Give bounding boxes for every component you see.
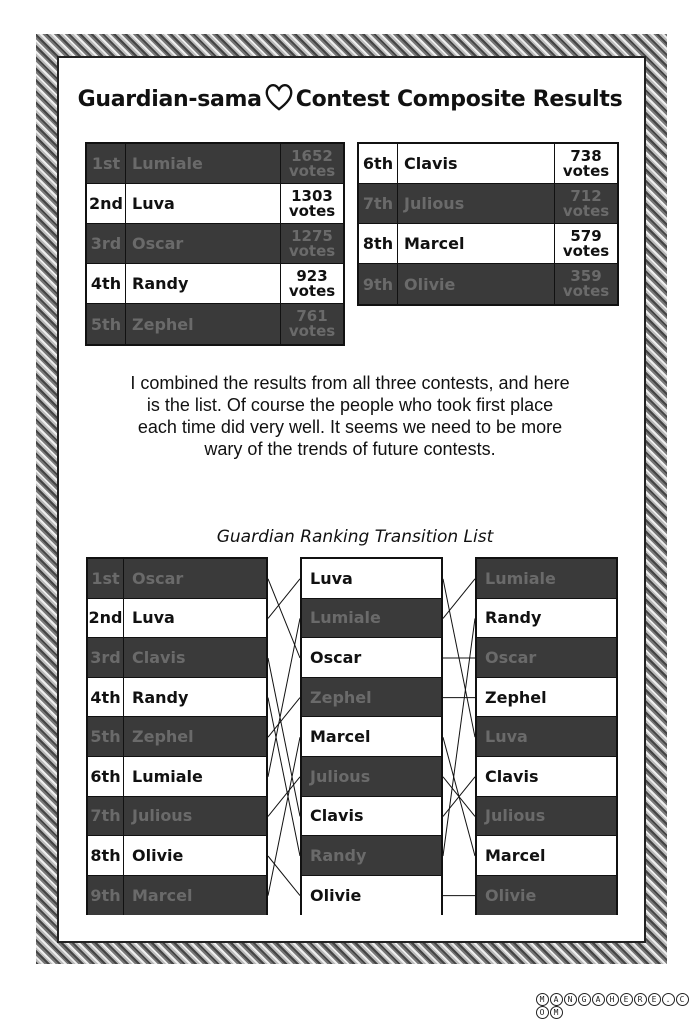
transition-cell: [477, 638, 616, 678]
transition-cell: [88, 876, 266, 916]
watermark: [536, 993, 700, 1019]
guardian-name: Olivie: [398, 264, 555, 304]
guardian-name: Marcel: [310, 727, 371, 747]
watermark-letter: R: [634, 993, 647, 1006]
guardian-name: Randy: [485, 608, 542, 628]
transition-cell: [477, 797, 616, 837]
guardian-name: Julious: [132, 806, 193, 826]
vote-number: 1652: [291, 146, 333, 165]
explanation-paragraph: I combined the results from all three contests, and here is the list. Of course the people who took first place each time did very well. It seems we need to be more wary of the trends of future contests.: [130, 373, 570, 459]
vote-unit: votes: [288, 161, 336, 180]
transition-cell: [302, 876, 441, 916]
watermark-letter: M: [550, 1006, 563, 1019]
rank-label: 9th: [88, 876, 124, 916]
watermark-letter: A: [592, 993, 605, 1006]
transition-cell: [477, 876, 616, 916]
rank-label: 9th: [359, 264, 398, 304]
transition-cell: [302, 559, 441, 599]
transition-cell: [88, 717, 266, 757]
guardian-name: Julious: [398, 184, 555, 223]
guardian-name: Olivie: [132, 845, 184, 865]
vote-number: 923: [296, 266, 328, 285]
guardian-name: Julious: [310, 766, 371, 786]
transition-cell: [88, 638, 266, 678]
rank-label: 4th: [87, 264, 126, 303]
guardian-name: Zephel: [132, 727, 194, 747]
rank-label: 1st: [88, 559, 124, 598]
transition-cell: [88, 678, 266, 718]
guardian-name: Luva: [126, 184, 281, 223]
rank-label: 1st: [87, 144, 126, 183]
connector-line: [268, 579, 300, 658]
watermark-letter: G: [578, 993, 591, 1006]
vote-number: 359: [570, 267, 602, 285]
title-left: Guardian-sama: [77, 87, 262, 112]
rank-label: 2nd: [88, 599, 124, 638]
vote-number: 712: [570, 186, 602, 205]
guardian-name: Randy: [132, 687, 189, 707]
transition-cell: [88, 599, 266, 639]
transition-cell: [477, 757, 616, 797]
transition-cell: [477, 599, 616, 639]
transition-cell: [88, 559, 266, 599]
rank-label: 8th: [359, 224, 398, 263]
connector-line: [268, 856, 300, 896]
transition-cell: [477, 717, 616, 757]
guardian-name: Clavis: [132, 647, 186, 667]
transition-cell: [88, 797, 266, 837]
transition-cell: [302, 797, 441, 837]
watermark-letter: .: [662, 993, 675, 1006]
guardian-name: Zephel: [310, 687, 372, 707]
vote-number: 738: [570, 146, 602, 165]
guardian-name: Randy: [126, 264, 281, 303]
transition-cell: [477, 559, 616, 599]
vote-unit: votes: [562, 282, 610, 300]
vote-number: 1303: [291, 186, 333, 205]
rank-label: 4th: [88, 678, 124, 717]
vote-unit: votes: [288, 201, 336, 220]
transition-title: Guardian Ranking Transition List: [216, 527, 494, 547]
connector-line: [268, 579, 300, 619]
guardian-name: Luva: [132, 608, 175, 628]
watermark-letter: A: [550, 993, 563, 1006]
vote-unit: votes: [288, 281, 336, 300]
connector-line: [268, 698, 300, 856]
guardian-name: Marcel: [132, 886, 193, 906]
vote-unit: votes: [562, 201, 610, 220]
guardian-name: Luva: [485, 727, 528, 747]
guardian-name: Lumiale: [126, 144, 281, 183]
vote-unit: votes: [288, 241, 336, 260]
transition-column-first: [86, 557, 268, 915]
rank-label: 2nd: [87, 184, 126, 223]
connector-line: [443, 579, 475, 619]
connector-line: [443, 618, 475, 856]
rank-label: 7th: [88, 797, 124, 836]
transition-cell: [302, 836, 441, 876]
vote-number: 579: [570, 226, 602, 245]
connector-line: [268, 777, 300, 817]
watermark-letter: H: [606, 993, 619, 1006]
guardian-name: Olivie: [310, 886, 362, 906]
guardian-name: Clavis: [398, 144, 555, 183]
guardian-name: Marcel: [398, 224, 555, 263]
watermark-letter: E: [648, 993, 661, 1006]
rank-label: 3rd: [87, 224, 126, 263]
guardian-name: Randy: [310, 845, 367, 865]
guardian-name: Lumiale: [310, 608, 381, 628]
transition-cell: [477, 836, 616, 876]
transition-column-second: [300, 557, 443, 915]
rank-label: 5th: [88, 717, 124, 756]
watermark-letter: M: [536, 993, 549, 1006]
watermark-letter: E: [620, 993, 633, 1006]
rank-label: 6th: [359, 144, 398, 183]
guardian-name: Lumiale: [132, 766, 203, 786]
vote-unit: votes: [288, 322, 336, 340]
guardian-name: Marcel: [485, 845, 546, 865]
vote-number: 1275: [291, 226, 333, 245]
guardian-name: Clavis: [485, 766, 539, 786]
guardian-name: Oscar: [310, 647, 362, 667]
title-right: Contest Composite Results: [295, 87, 623, 112]
transition-cell: [302, 717, 441, 757]
connector-line: [268, 618, 300, 776]
transition-cell: [88, 757, 266, 797]
guardian-name: Oscar: [132, 568, 184, 588]
guardian-name: Olivie: [485, 886, 537, 906]
transition-cell: [302, 757, 441, 797]
guardian-name: Lumiale: [485, 568, 556, 588]
vote-number: 761: [296, 307, 328, 325]
transition-cell: [302, 638, 441, 678]
transition-cell: [302, 678, 441, 718]
connector-line: [268, 737, 300, 895]
transition-cell: [88, 836, 266, 876]
watermark-letter: N: [564, 993, 577, 1006]
guardian-name: Oscar: [126, 224, 281, 263]
transition-cell: [477, 678, 616, 718]
guardian-name: Oscar: [485, 647, 537, 667]
guardian-name: Clavis: [310, 806, 364, 826]
guardian-name: Julious: [485, 806, 546, 826]
vote-unit: votes: [562, 161, 610, 180]
guardian-name: Luva: [310, 568, 353, 588]
guardian-name: Zephel: [485, 687, 547, 707]
watermark-letter: C: [676, 993, 689, 1006]
rank-label: 8th: [88, 836, 124, 875]
watermark-letter: O: [536, 1006, 549, 1019]
rank-label: 3rd: [88, 638, 124, 677]
transition-cell: [302, 599, 441, 639]
transition-column-third: [475, 557, 618, 915]
rank-label: 7th: [359, 184, 398, 223]
guardian-name: Zephel: [126, 304, 281, 344]
connector-line: [268, 658, 300, 816]
rank-label: 5th: [87, 304, 126, 344]
connector-line: [268, 698, 300, 738]
rank-label: 6th: [88, 757, 124, 796]
vote-unit: votes: [562, 241, 610, 260]
